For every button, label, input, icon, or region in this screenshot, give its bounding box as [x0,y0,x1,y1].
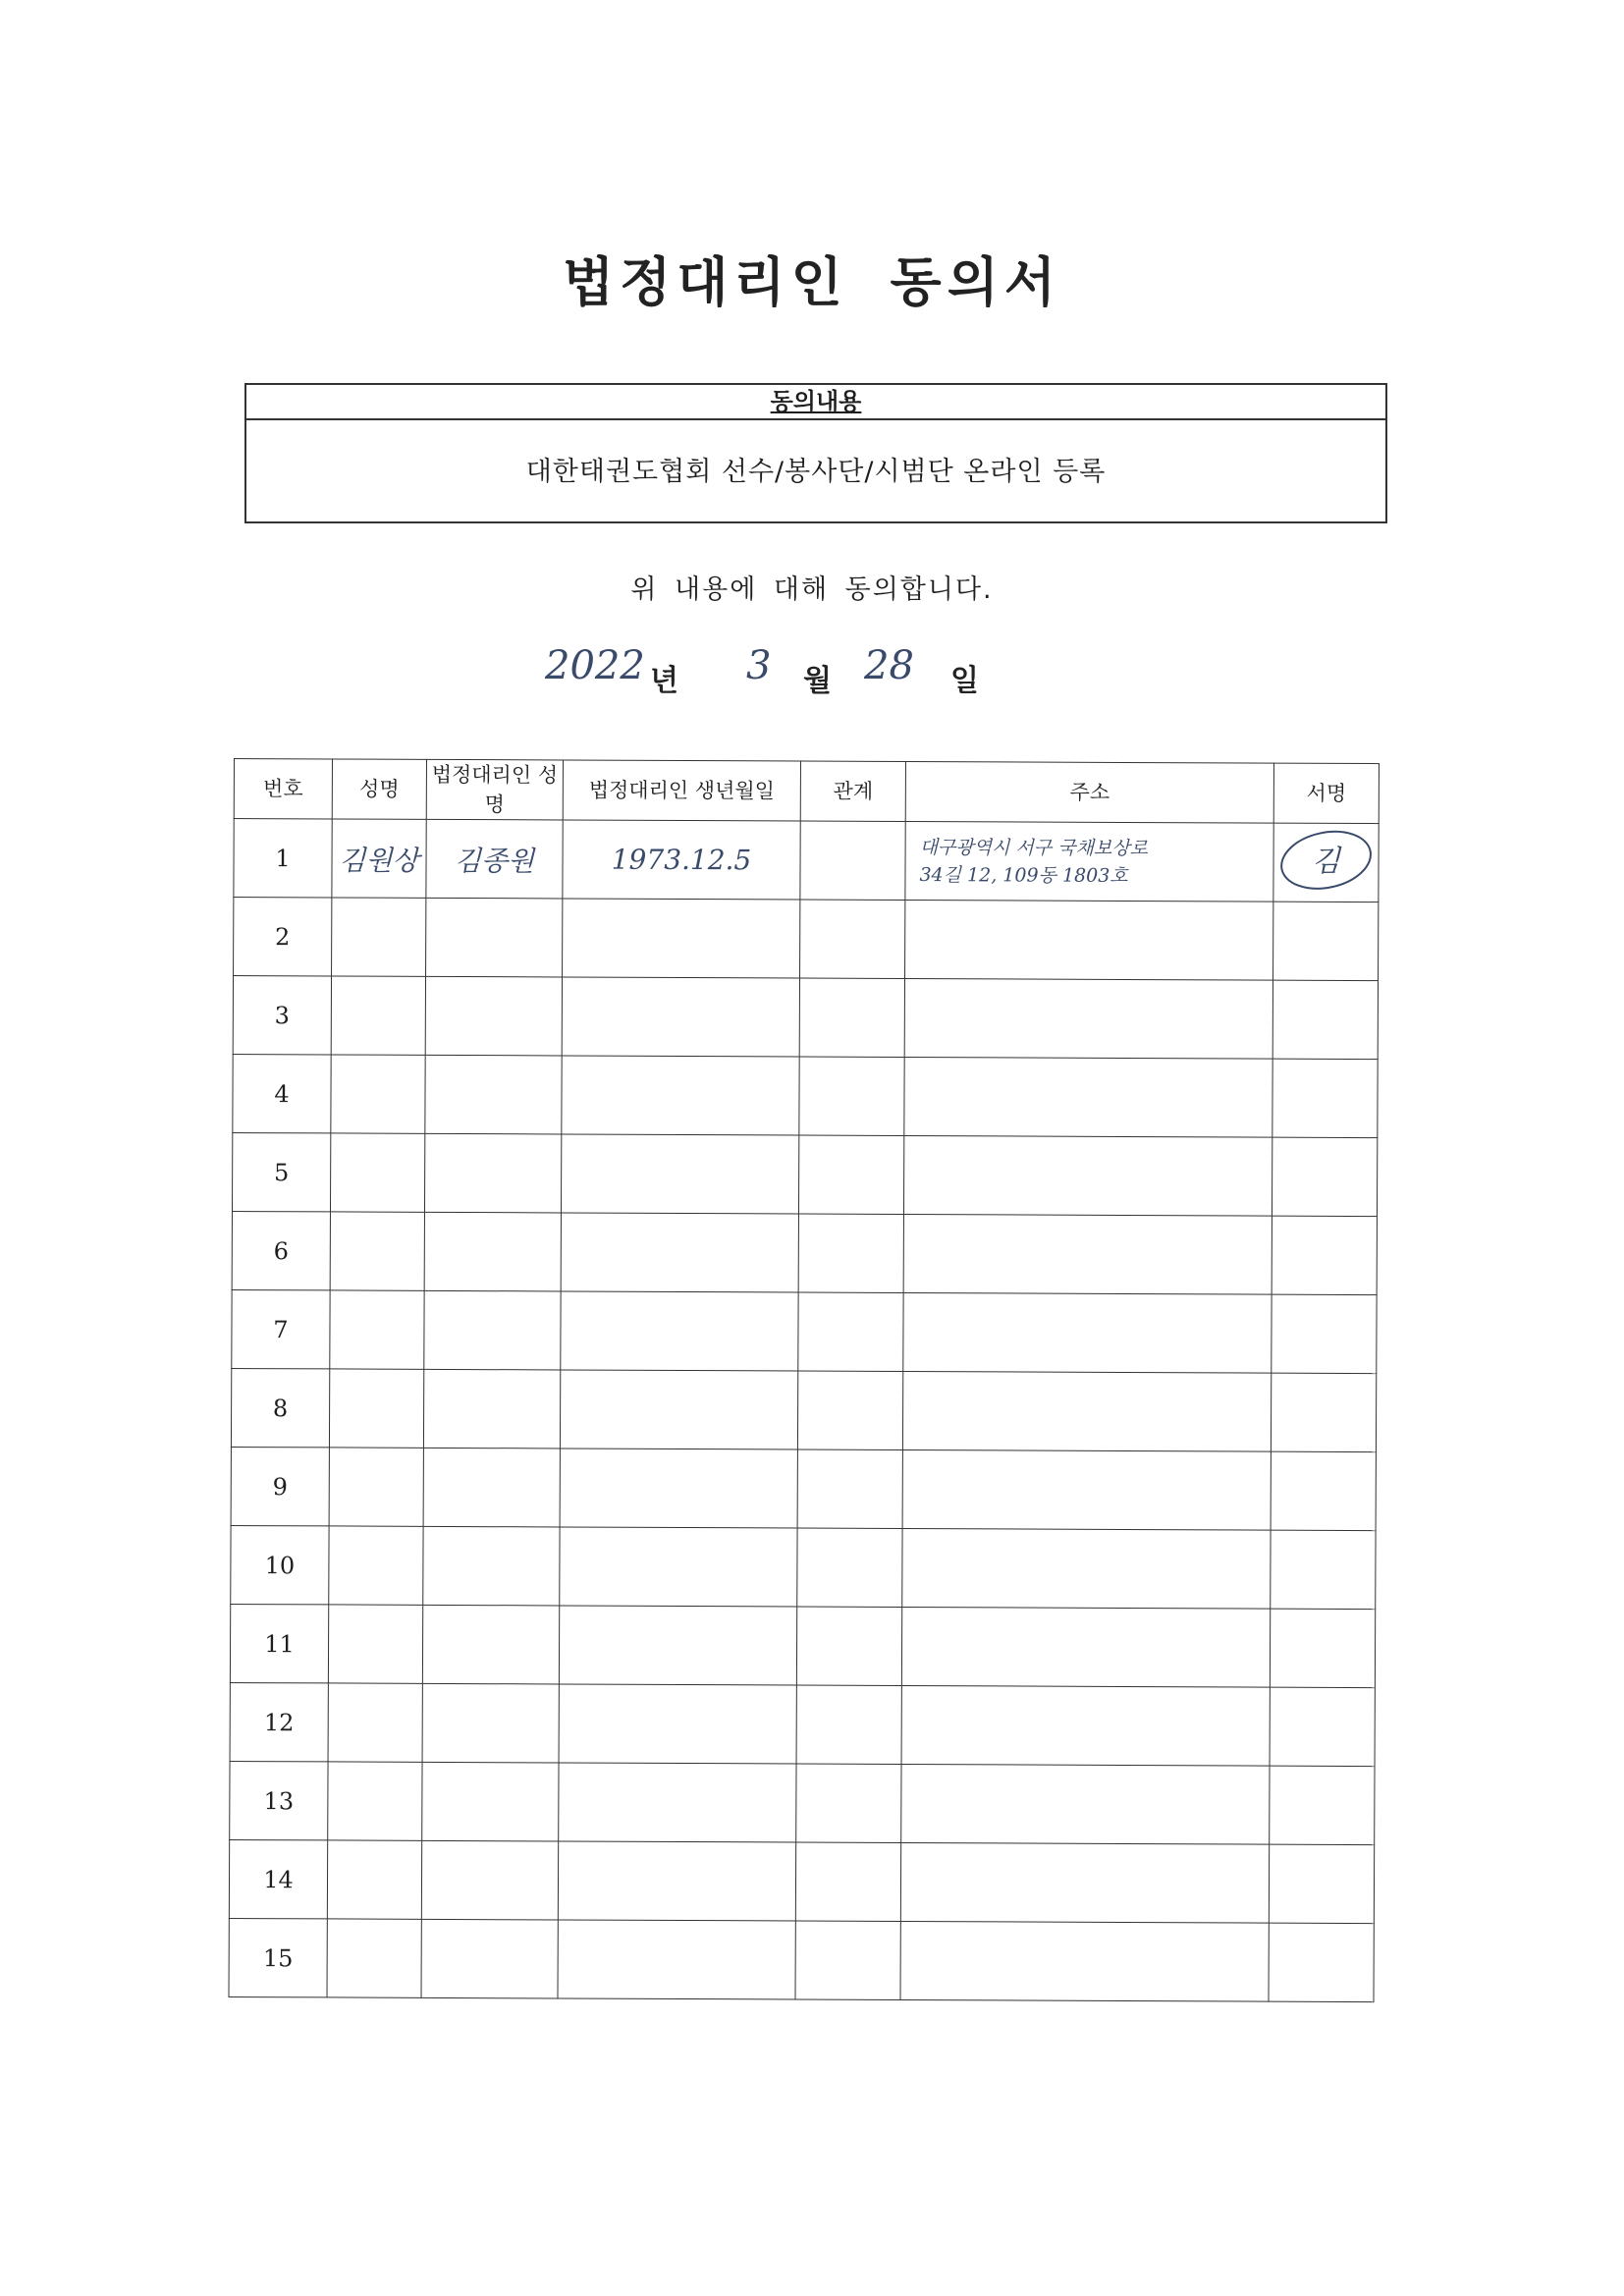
header-guardian-birth: 법정대리인 생년월일 [563,760,800,821]
row-signature [1272,1059,1378,1137]
row-relation [799,978,904,1057]
signature-text: 김 [1311,844,1341,879]
row-relation [797,1449,902,1528]
address-line-1 [919,1097,1272,1099]
row-name [329,1526,423,1605]
date-year: 2022 [545,643,645,688]
address-line-1 [916,1647,1270,1649]
address-line-1 [917,1490,1271,1492]
row-guardian-birth [561,1134,798,1214]
row-guardian-birth [558,1920,795,1999]
address-line-1 [919,940,1272,942]
table-row [231,1525,1376,1609]
consent-header-label: 동의내용 [770,388,862,415]
row-signature [1273,902,1379,980]
address-line-2 [918,1175,1272,1177]
row-number: 11 [230,1604,328,1682]
row-relation [795,1921,900,1999]
consent-header [246,385,1385,420]
table-row [233,976,1378,1060]
address-line-2 [916,1647,1270,1649]
row-number: 12 [230,1682,328,1761]
row-address [902,1528,1271,1609]
row-guardian-name [422,1605,559,1684]
row-signature [1273,823,1379,902]
row-relation [798,1292,903,1371]
row-guardian-name [424,1133,561,1213]
row-guardian-name [424,1212,561,1291]
signature-mark [1276,829,1375,890]
row-guardian-name [426,898,563,977]
row-signature [1272,1137,1377,1216]
row-name [331,1055,425,1133]
row-relation [797,1528,902,1607]
address-line-2 [915,1804,1269,1806]
date-day: 28 [864,643,914,688]
consent-box [244,383,1387,523]
row-name [327,1840,421,1919]
row-address [901,1607,1270,1687]
table-row [232,1211,1377,1294]
table-row [234,819,1379,902]
address-line-1 [915,1883,1269,1885]
address-line-1: 대구광역시 서구 국채보상로 [919,836,1148,859]
row-address [900,1842,1269,1923]
row-name [328,1762,422,1840]
row-address [905,900,1273,980]
row-signature [1270,1609,1375,1687]
address-line-1 [917,1333,1271,1335]
address-line-2 [917,1333,1271,1335]
table-row [233,1054,1378,1137]
row-signature [1272,1216,1377,1294]
row-relation [800,821,905,900]
row-address [903,1292,1272,1373]
row-relation [796,1607,901,1685]
row-name [330,1212,424,1290]
header-signature: 서명 [1273,763,1379,823]
row-address [901,1685,1270,1766]
date-day-unit: 일 [950,664,979,698]
row-guardian-name [423,1369,560,1449]
row-name: 김원상 [332,819,426,898]
table-header-row [234,759,1379,824]
row-guardian-name [422,1762,559,1841]
registration-table [228,758,1379,2002]
row-address [903,1135,1272,1216]
table-row [230,1761,1375,1844]
row-name [330,1133,424,1212]
address-line-1 [917,1411,1271,1413]
table-row [230,1682,1375,1766]
address-line-2 [918,1254,1272,1256]
address-line-2 [919,940,1272,942]
row-number: 4 [233,1054,331,1132]
date-year-unit: 년 [650,664,678,698]
header-guardian-name: 법정대리인 성명 [426,759,563,820]
row-guardian-birth [562,1056,799,1135]
row-signature [1272,1294,1377,1373]
header-relation: 관계 [800,761,905,821]
row-name [328,1683,422,1762]
row-guardian-name [424,1290,561,1370]
row-address [900,1921,1269,2001]
row-guardian-name [423,1448,560,1527]
row-guardian-name: 김종원 [426,819,563,899]
row-guardian-birth: 1973.12.5 [563,820,800,900]
address-line-2 [915,1883,1269,1885]
row-relation [795,1842,900,1921]
table-row [230,1604,1375,1687]
row-signature [1270,1766,1375,1844]
signature-circle-icon [1276,829,1375,890]
row-guardian-name [421,1919,558,1998]
row-name [329,1448,423,1526]
agree-statement: 위 내용에 대해 동의합니다. [630,574,994,605]
row-guardian-name [425,976,562,1056]
row-number: 3 [233,976,331,1055]
date-month: 3 [746,643,772,688]
address-line-1 [918,1254,1272,1256]
address-line-2 [916,1725,1270,1727]
row-relation [798,1214,903,1292]
row-number: 9 [231,1447,329,1525]
address-line-1 [916,1568,1270,1570]
row-guardian-birth [561,1291,798,1371]
table-row [229,1839,1374,1923]
row-guardian-name [422,1683,559,1763]
row-name [327,1919,421,1997]
address-line-2 [917,1490,1271,1492]
row-guardian-birth [561,1213,798,1292]
table-row [232,1289,1377,1373]
row-guardian-birth [563,899,800,978]
row-guardian-name [423,1526,560,1606]
row-relation [798,1135,903,1214]
row-signature [1271,1373,1376,1451]
row-signature [1272,980,1378,1059]
table-row [231,1447,1376,1530]
table-row [234,898,1379,981]
row-signature [1271,1530,1376,1609]
table-row [232,1132,1377,1216]
row-number: 15 [229,1918,327,1996]
address-line-1 [916,1725,1270,1727]
consent-body: 대한태권도협회 선수/봉사단/시범단 온라인 등록 [525,457,1107,487]
row-guardian-birth [560,1527,797,1607]
row-address [902,1449,1271,1530]
address-line-2 [919,1097,1272,1099]
row-relation [796,1685,901,1764]
row-address [903,1214,1272,1294]
row-signature [1270,1687,1375,1766]
address-line-2 [915,1961,1269,1963]
row-guardian-birth [558,1841,795,1921]
row-relation [800,900,905,978]
row-name [330,1290,424,1369]
address-line-1 [918,1175,1272,1177]
address-line-2: 34길 12, 109동 1803호 [919,863,1128,887]
row-signature [1271,1451,1376,1530]
row-number: 14 [229,1839,327,1918]
row-guardian-birth [559,1684,796,1764]
header-number: 번호 [234,759,332,819]
table-row [229,1918,1374,2001]
document-title: 법정대리인 동의서 [562,251,1062,313]
row-number: 7 [232,1289,330,1368]
header-address: 주소 [905,761,1273,823]
address-line-1 [919,1018,1272,1020]
row-name [331,976,425,1055]
row-number: 5 [232,1132,330,1211]
row-guardian-birth [560,1370,797,1449]
address-line-1 [915,1961,1269,1963]
row-name [328,1605,422,1683]
row-signature [1269,1844,1374,1923]
row-guardian-name [425,1055,562,1134]
row-relation [799,1057,904,1135]
row-number: 2 [234,898,332,976]
header-name: 성명 [332,759,426,819]
row-address [901,1764,1270,1844]
row-number: 6 [232,1211,330,1289]
row-number: 10 [231,1525,329,1604]
row-address [902,1371,1271,1451]
row-number: 8 [231,1368,329,1447]
address-line-2 [919,1018,1272,1020]
row-guardian-birth [560,1449,797,1528]
row-address [904,978,1272,1059]
row-guardian-name [421,1840,558,1920]
row-number: 13 [230,1761,328,1839]
date-month-unit: 월 [803,664,832,698]
address-line-2 [916,1568,1270,1570]
row-relation [796,1764,901,1842]
row-guardian-birth [559,1606,796,1685]
row-address [904,1057,1272,1137]
row-guardian-birth [562,977,799,1057]
address-line-2 [917,1411,1271,1413]
row-name [329,1369,423,1448]
table-row [231,1368,1376,1451]
address-line-1 [915,1804,1269,1806]
row-number: 1 [234,819,332,898]
row-name [332,898,426,976]
row-relation [797,1371,902,1449]
row-signature [1269,1923,1374,2001]
row-address [905,821,1273,902]
row-guardian-birth [559,1763,796,1842]
